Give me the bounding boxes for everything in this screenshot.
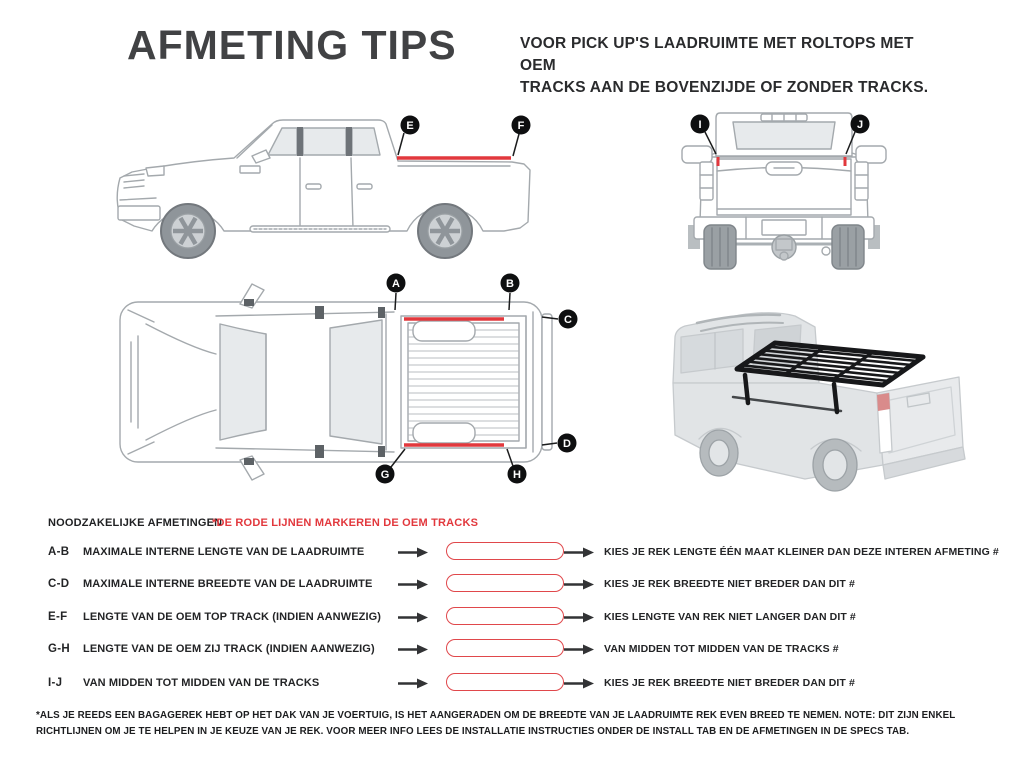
arrow-right-icon [563,644,595,655]
row-key: C-D [48,578,70,590]
row-result: KIES JE REK BREEDTE NIET BREDER DAN DIT # [604,677,855,689]
arrow-right-icon [397,579,429,590]
row-label: VAN MIDDEN TOT MIDDEN VAN DE TRACKS [83,677,320,689]
measurement-row-cd [0,574,1024,594]
measurement-row-ef [0,607,1024,627]
footnote: *ALS JE REEDS EEN BAGAGEREK HEBT OP HET DAK VAN JE VOERTUIG, IS HET AANGERADEN OM DE BREEDTE VAN JE LAADRUIMTE REK EVEN BREED TE NEMEN. NOTE: DIT ZIJN ENKEL RICHTLIJNEN OM JE TE HELPEN IN JE KEUZE VAN JE REK. VOOR MEER INFO LEES DE INSTALLATIE INSTRUCTIES ONDER DE INSTALL TAB EN DE AFMETINGEN IN DE SPECS TAB. [36,710,956,737]
svg-text:J: J [856,119,864,131]
svg-text:A: A [392,278,400,290]
svg-text:H: H [513,469,521,481]
page-title: AFMETING TIPS [127,22,457,68]
arrow-right-icon [397,612,429,623]
row-key: E-F [48,611,68,623]
row-label: LENGTE VAN DE OEM ZIJ TRACK (INDIEN AANWEZIG) [83,643,375,655]
pickup-side-view-diagram [100,96,550,268]
row-result: KIES JE REK BREEDTE NIET BREDER DAN DIT # [604,578,855,590]
arrow-right-icon [563,579,595,590]
svg-text:G: G [380,469,390,481]
marker-e [398,116,420,156]
row-key: A-B [48,546,70,558]
measurement-input-ab[interactable] [446,542,564,560]
row-label: MAXIMALE INTERNE BREEDTE VAN DE LAADRUIMTE [83,578,373,590]
arrow-right-icon [397,644,429,655]
subtitle-line-2: TRACKS AAN DE BOVENZIJDE OF ZONDER TRACKS. [520,79,929,96]
row-key: I-J [48,677,63,689]
svg-text:B: B [506,278,514,290]
measurement-input-gh[interactable] [446,639,564,657]
pickup-rack-iso-diagram [645,285,975,515]
svg-text:C: C [564,314,572,326]
measurement-input-ij[interactable] [446,673,564,691]
marker-f [512,116,531,157]
row-key: G-H [48,643,70,655]
arrow-right-icon [397,678,429,689]
row-label: LENGTE VAN DE OEM TOP TRACK (INDIEN AANWEZIG) [83,611,382,623]
svg-text:I: I [698,119,702,131]
arrow-right-icon [563,547,595,558]
measurement-row-gh [0,639,1024,659]
measurements-heading: NOODZAKELIJKE AFMETINGEN [48,517,223,529]
arrow-right-icon [563,612,595,623]
pickup-top-view-diagram [112,272,582,492]
oem-tracks-note: *DE RODE LIJNEN MARKEREN DE OEM TRACKS [212,517,479,529]
row-result: KIES JE REK LENGTE ÉÉN MAAT KLEINER DAN DEZE INTEREN AFMETING # [604,546,999,558]
measurement-row-ab [0,542,1024,562]
svg-text:E: E [406,120,414,132]
svg-text:F: F [517,120,525,132]
arrow-right-icon [397,547,429,558]
page-subtitle [520,33,950,99]
arrow-right-icon [563,678,595,689]
measurement-input-cd[interactable] [446,574,564,592]
pickup-rear-view-diagram [654,101,916,273]
row-result: VAN MIDDEN TOT MIDDEN VAN DE TRACKS # [604,643,839,655]
measurement-row-ij [0,673,1024,693]
subtitle-line-1: VOOR PICK UP'S LAADRUIMTE MET ROLTOPS MET OEM [520,35,914,74]
row-label: MAXIMALE INTERNE LENGTE VAN DE LAADRUIMTE [83,546,365,558]
row-result: KIES LENGTE VAN REK NIET LANGER DAN DIT # [604,611,856,623]
svg-text:D: D [563,438,571,450]
measurement-input-ef[interactable] [446,607,564,625]
